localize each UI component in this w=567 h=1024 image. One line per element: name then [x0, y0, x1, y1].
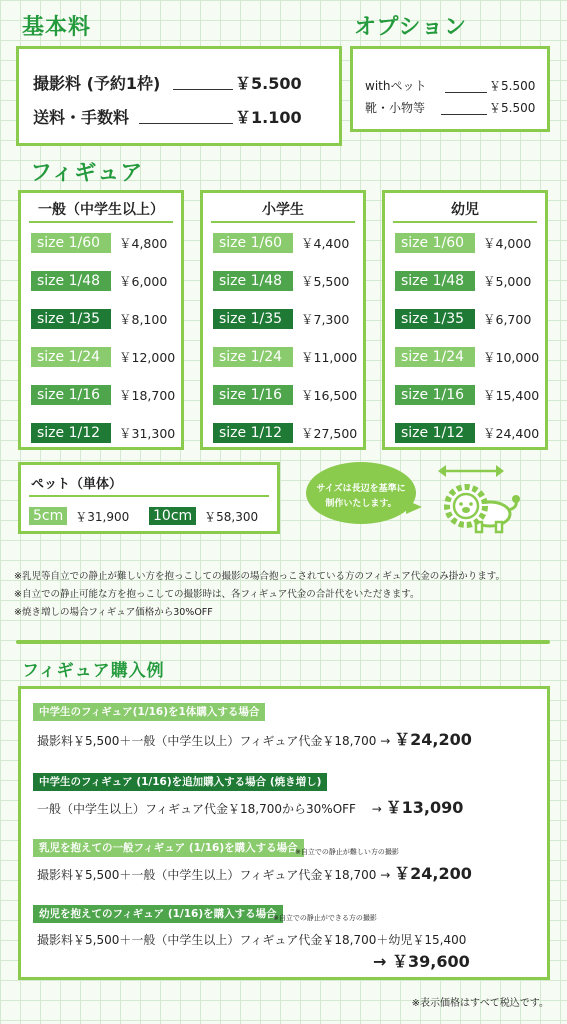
figure-column-elementary: [200, 190, 366, 450]
figure-column-infant: [382, 190, 548, 450]
size-tag: size 1/16: [31, 385, 111, 405]
pet-size-price: ￥31,900: [75, 509, 130, 524]
basic-heading: 基本料: [22, 15, 92, 40]
size-row: [213, 271, 349, 291]
basic-item-label: 撮影料 (予約1枠): [33, 74, 161, 93]
example-calc: [37, 931, 466, 948]
double-arrow-icon: [438, 465, 504, 477]
examples-box: [18, 686, 550, 980]
bubble-line: 制作いたします。: [325, 499, 397, 509]
size-price: ￥10,000: [483, 350, 540, 365]
figure-column-title: 一般（中学生以上）: [29, 199, 173, 223]
size-tag: size 1/35: [31, 309, 111, 329]
dotted-leader: [441, 114, 487, 115]
basic-item-price: ￥1.100: [235, 108, 302, 127]
example-label: 中学生のフィギュア(1/16)を1体購入する場合: [33, 703, 265, 721]
size-price: ￥16,500: [301, 388, 358, 403]
size-row: [213, 233, 349, 253]
note-text: ※乳児等自立での静止が難しい方を抱っこしての撮影の場合抱っこされている方のフィギュア代金のみ掛かります。: [14, 571, 505, 582]
pet-size-row: [149, 507, 258, 525]
size-tag: size 1/24: [395, 347, 475, 367]
size-tag: size 1/24: [31, 347, 111, 367]
size-tag: size 1/24: [213, 347, 293, 367]
section-divider: [16, 640, 550, 644]
size-tag: size 1/48: [395, 271, 475, 291]
size-row: [31, 423, 175, 443]
size-price: ￥27,500: [301, 426, 358, 441]
pet-size-tag: 10cm: [149, 507, 196, 525]
size-tag: size 1/60: [31, 233, 111, 253]
size-price: ￥8,100: [119, 312, 168, 327]
pet-title: ペット（単体）: [31, 477, 123, 492]
size-tag: size 1/16: [213, 385, 293, 405]
size-price: ￥31,300: [119, 426, 176, 441]
dotted-leader: [445, 92, 487, 93]
size-row: [395, 347, 539, 367]
size-row: [395, 309, 531, 329]
example-label: 幼児を抱えてのフィギュア (1/16)を購入する場合: [33, 905, 283, 923]
size-row: [213, 385, 357, 405]
pet-size-price: ￥58,300: [204, 509, 259, 524]
example-calc-text: 撮影料￥5,500＋一般（中学生以上）フィギュア代金￥18,700 →: [37, 868, 391, 882]
basic-item-price: ￥5.500: [235, 74, 302, 93]
example-calc: [37, 861, 472, 884]
size-tag: size 1/12: [31, 423, 111, 443]
example-calc-text: 一般（中学生以上）フィギュア代金￥18,700から30%OFF →: [37, 802, 382, 816]
size-price: ￥6,000: [119, 274, 168, 289]
example-sub-note: ※自立での静止が難しい方の撮影: [295, 848, 399, 856]
size-price: ￥4,400: [301, 236, 350, 251]
example-calc-text: 撮影料￥5,500＋一般（中学生以上）フィギュア代金￥18,700＋幼児￥15,400: [37, 933, 467, 947]
example-label: 中学生のフィギュア (1/16)を追加購入する場合 (焼き増し): [33, 773, 327, 791]
option-item-price: ￥5.500: [489, 79, 536, 93]
size-tag: size 1/60: [213, 233, 293, 253]
note-text: ※焼き増しの場合フィギュア価格から30%OFF: [14, 607, 213, 618]
size-row: [31, 309, 167, 329]
example-calc-text: 撮影料￥5,500＋一般（中学生以上）フィギュア代金￥18,700 →: [37, 734, 391, 748]
size-row: [213, 423, 357, 443]
size-price: ￥4,800: [119, 236, 168, 251]
size-row: [213, 309, 349, 329]
lion-body-icon: [447, 487, 520, 532]
option-item-price: ￥5.500: [489, 101, 536, 115]
speech-bubble: [306, 462, 416, 524]
size-price: ￥11,000: [301, 350, 358, 365]
size-row: [213, 347, 357, 367]
size-tag: size 1/48: [31, 271, 111, 291]
size-tag: size 1/48: [213, 271, 293, 291]
basic-item-label: 送料・手数料: [33, 108, 130, 127]
size-price: ￥4,000: [483, 236, 532, 251]
dotted-leader: [139, 123, 233, 124]
size-price: ￥18,700: [119, 388, 176, 403]
size-price: ￥6,700: [483, 312, 532, 327]
size-row: [31, 271, 167, 291]
size-row: [395, 385, 539, 405]
size-price: ￥24,400: [483, 426, 540, 441]
example-total: ￥13,090: [385, 798, 464, 817]
option-price-box: [350, 46, 550, 132]
option-item-label: 靴・小物等: [365, 101, 426, 115]
speech-bubble-tail: [406, 500, 422, 514]
size-row: [31, 385, 175, 405]
example-calc: [37, 727, 472, 750]
lion-mascot-icon: [436, 462, 526, 536]
option-heading: オプション: [354, 15, 468, 40]
example-sub-note: ※自立での静止ができる方の撮影: [273, 914, 377, 922]
figure-heading: フィギュア: [30, 161, 144, 186]
option-item-label: withペット: [365, 79, 427, 93]
figure-column-adult: [18, 190, 184, 450]
size-price: ￥5,000: [483, 274, 532, 289]
size-price: ￥12,000: [119, 350, 176, 365]
basic-price-box: [16, 46, 342, 146]
pet-price-box: [18, 462, 280, 534]
size-tag: size 1/16: [395, 385, 475, 405]
example-total: ￥24,200: [394, 730, 472, 749]
footer-note: ※表示価格はすべて税込です。: [411, 998, 549, 1009]
example-total: → ￥39,600: [373, 952, 470, 971]
size-tag: size 1/12: [213, 423, 293, 443]
examples-heading: フィギュア購入例: [22, 661, 165, 681]
size-price: ￥15,400: [483, 388, 540, 403]
figure-column-title: 小学生: [211, 199, 355, 223]
dotted-leader: [173, 89, 233, 90]
size-row: [395, 423, 539, 443]
pet-size-row: [29, 507, 129, 525]
size-row: [31, 347, 175, 367]
size-row: [395, 271, 531, 291]
figure-column-title: 幼児: [393, 199, 537, 223]
size-row: [395, 233, 531, 253]
pet-size-tag: 5cm: [29, 507, 67, 525]
size-tag: size 1/12: [395, 423, 475, 443]
size-row: [31, 233, 167, 253]
size-tag: size 1/35: [213, 309, 293, 329]
divider: [29, 495, 269, 497]
note-text: ※自立での静止可能な方を抱っこしての撮影時は、各フィギュア代金の合計代をいただきます。: [14, 589, 420, 600]
size-tag: size 1/60: [395, 233, 475, 253]
size-price: ￥5,500: [301, 274, 350, 289]
example-label: 乳児を抱えての一般フィギュア (1/16)を購入する場合: [33, 839, 304, 857]
size-tag: size 1/35: [395, 309, 475, 329]
size-price: ￥7,300: [301, 312, 350, 327]
example-calc: [37, 795, 463, 818]
bubble-line: サイズは長辺を基準に: [316, 484, 406, 494]
example-total: ￥24,200: [394, 864, 472, 883]
